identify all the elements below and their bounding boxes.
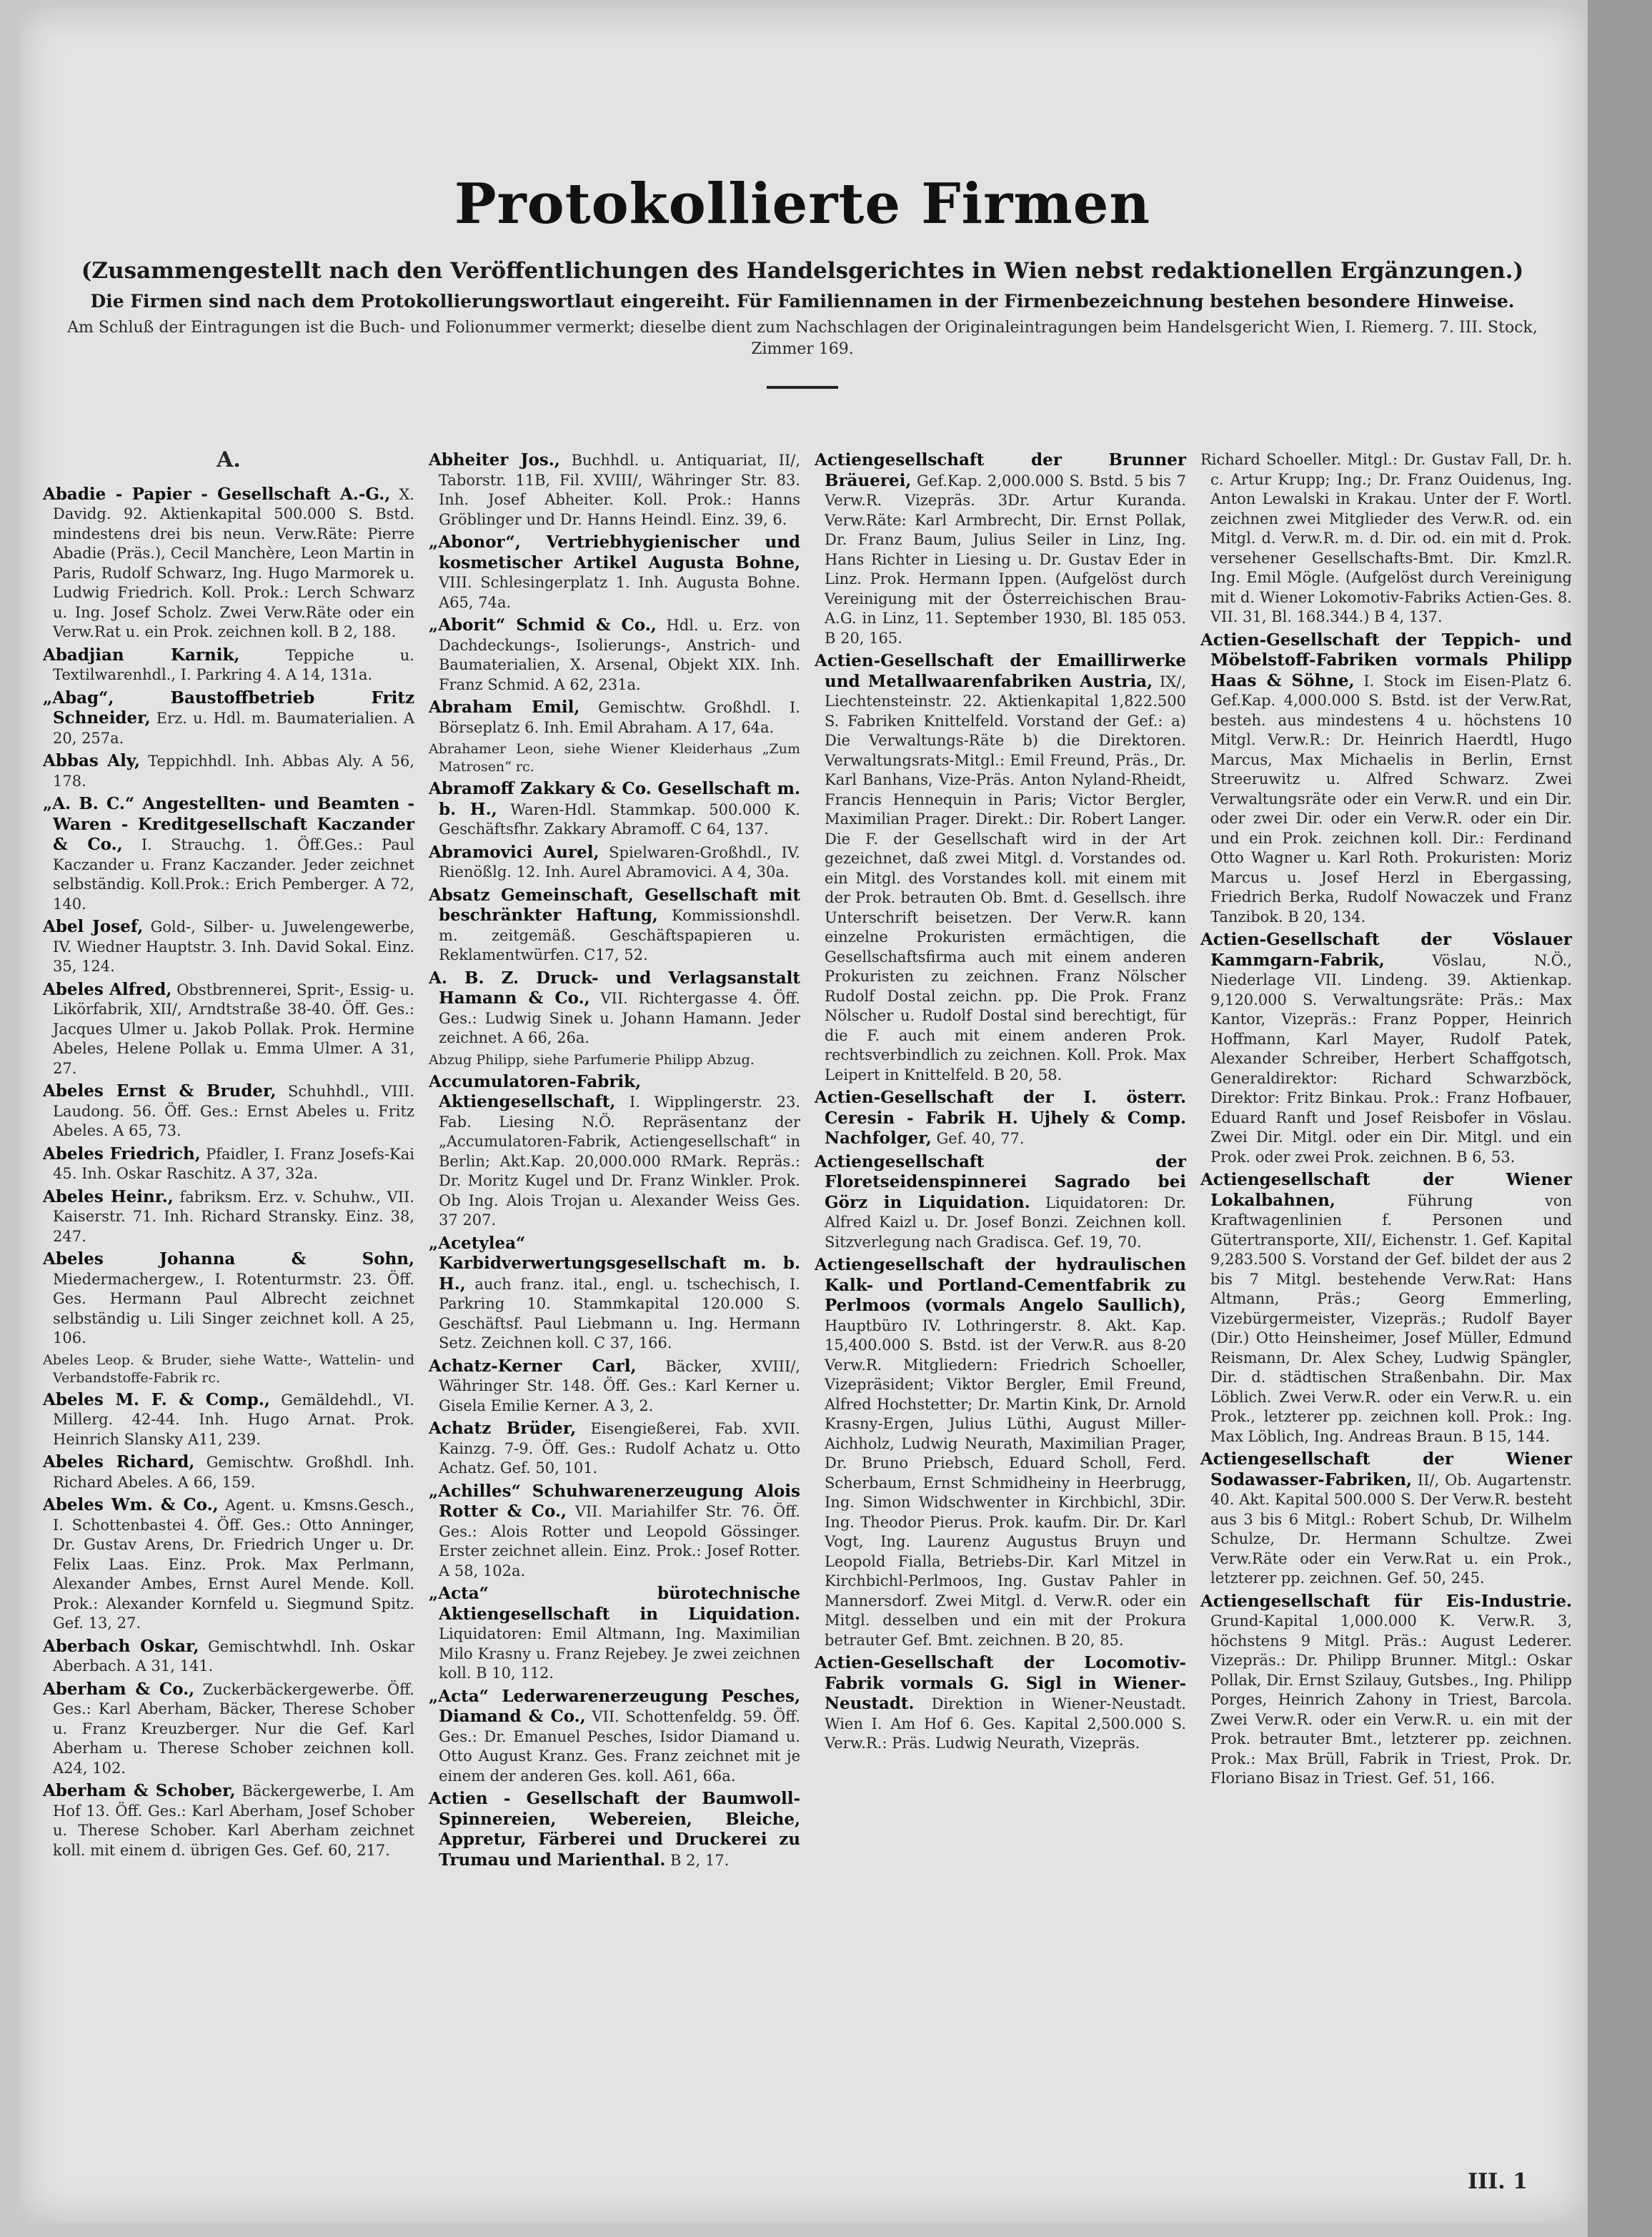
firm-name: „Acta“ bürotechnische Aktiengesellschaft in Liquidation.	[429, 1584, 800, 1624]
firm-name: Abeles Friedrich,	[43, 1144, 201, 1164]
document-page	[20, 7, 1585, 2223]
firm-details: Agent. u. Kmsns.Gesch., I. Schottenbastei 4. Öff. Ges.: Otto Anninger, Dr. Gustav Arens, Dr. Friedrich Unger u. Dr. Felix Laas. Einz. Prok. Max Perlmann, Alexander Ambes, Ernst Aurel Mende. Koll. Prok.: Alexander Kornfeld u. Siegmund Spitz. Gef. 13, 27.	[53, 1497, 414, 1632]
page-edge	[1588, 0, 1652, 2237]
firm-entry	[429, 698, 800, 738]
firm-details: Obstbrennerei, Sprit-, Essig- u. Likörfabrik, XII/, Arndtstraße 38-40. Öff. Ges.: Jacques Ulmer u. Jakob Pollak. Prok. Hermine Abeles, Helene Pollak u. Emma Ulmer. A 31, 27.	[53, 981, 414, 1077]
firm-entry	[1200, 450, 1572, 628]
firm-entry	[43, 917, 414, 977]
firm-name: Actien-Gesellschaft der Teppich- und Möbelstoff-Fabriken vormals Philipp Haas & Söhne,	[1200, 630, 1572, 690]
firm-name: Abramovici Aurel,	[429, 842, 599, 862]
firm-name: Abbas Aly,	[43, 751, 141, 770]
firm-entry	[429, 1051, 800, 1069]
firm-entry	[43, 1144, 414, 1184]
firm-entry	[1200, 630, 1572, 928]
firm-name: „Abonor“, Vertriebhygienischer und kosmetischer Artikel Augusta Bohne,	[429, 532, 800, 572]
firm-name: Abheiter Jos.,	[429, 450, 560, 470]
firm-details: Gemischtw. Großhdl. I. Börseplatz 6. Inh. Emil Abraham. A 17, 64a.	[439, 699, 800, 736]
firm-name: Abadjian Karnik,	[43, 645, 240, 665]
firm-name: Actiengesellschaft der Wiener Lokalbahnen,	[1200, 1170, 1572, 1210]
firm-entry	[815, 1088, 1186, 1149]
firm-entry	[43, 1390, 414, 1450]
firm-name: „Acetylea“ Karbidverwertungsgesellschaft m. b. H.,	[429, 1233, 800, 1294]
firm-entry	[815, 450, 1186, 648]
firm-details: Zuckerbäckergewerbe. Öff. Ges.: Karl Aberham, Bäcker, Therese Schober u. Franz Kreuzberger. Nur die Gef. Karl Aberham u. Therese Schober zeichnen koll. A24, 102.	[53, 1680, 414, 1777]
firm-details: Liquidatoren: Emil Altmann, Ing. Maximilian Milo Krasny u. Franz Rejebey. Je zwei zeichnen koll. B 10, 112.	[439, 1625, 800, 1682]
firm-name: Actien-Gesellschaft der Locomotiv-Fabrik vormals G. Sigl in Wiener-Neustadt.	[815, 1653, 1186, 1713]
firm-name: Actiengesellschaft der Wiener Sodawasser-Fabriken,	[1200, 1449, 1572, 1489]
firm-name: Abadie - Papier - Gesellschaft A.-G.,	[43, 484, 391, 504]
firm-entry	[429, 1419, 800, 1479]
firm-entry	[1200, 930, 1572, 1167]
firm-entry	[43, 1351, 414, 1387]
firm-details: Bäckergewerbe, I. Am Hof 13. Öff. Ges.: Karl Aberham, Josef Schober u. Therese Schober. Karl Aberham zeichnet koll. mit einem d. übrigen Ges. Gef. 60, 217.	[53, 1782, 414, 1859]
firm-details: I. Wipplingerstr. 23. Fab. Liesing N.Ö. Repräsentanz der „Accumulatoren-Fabrik, Actiengesellschaft“ in Berlin; Akt.Kap. 20,000.000 RMark. Repräs.: Dr. Moritz Kugel und Dr. Franz Winkler. Prok. Ob Ing. Alois Trojan u. Alexander Weiss Ges. 37 207.	[439, 1093, 800, 1229]
firm-name: Abeles Wm. & Co.,	[43, 1495, 219, 1514]
firm-name: Actiengesellschaft der Brunner Bräuerei,	[815, 450, 1186, 490]
firm-name: Aberbach Oskar,	[43, 1636, 199, 1656]
firm-entry	[43, 1081, 414, 1141]
firm-entry	[429, 1584, 800, 1684]
firm-details: Gemischtwhdl. Inh. Oskar Aberbach. A 31, 141.	[53, 1637, 414, 1675]
firm-details: Buchhdl. u. Antiquariat, II/, Taborstr. 11B, Fil. XVIII/, Währinger Str. 83. Inh. Josef Abheiter. Koll. Prok.: Hanns Gröblinger und Dr. Hanns Heindl. Einz. 39, 6.	[439, 452, 800, 528]
firm-name: Actiengesellschaft der hydraulischen Kalk- und Portland-Cementfabrik zu Perlmoos (vormals Angelo Saullich),	[815, 1255, 1186, 1315]
firm-name: Abeles Alfred,	[43, 979, 172, 999]
firm-details: Abzug Philipp, siehe Parfumerie Philipp Abzug.	[429, 1051, 755, 1068]
firm-entry	[43, 485, 414, 643]
firm-name: Abramoff Zakkary & Co. Gesellschaft m. b. H.,	[429, 779, 800, 819]
firm-details: VII. Schottenfeldg. 59. Öff. Ges.: Dr. Emanuel Pesches, Isidor Diamand u. Otto August Kranz. Ges. Franz zeichnet mit je einem der anderen Ges. koll. A61, 66a.	[439, 1708, 800, 1785]
firm-name: Aberham & Co.,	[43, 1679, 195, 1699]
firm-details: Bäcker, XVIII/, Währinger Str. 148. Öff. Ges.: Karl Kerner u. Gisela Emilie Kerner. A 3, 2.	[439, 1357, 800, 1414]
firm-details: II/, Ob. Augartenstr. 40. Akt. Kapital 500.000 S. Der Verw.R. besteht aus 3 bis 6 Mitgl.: Robert Schub, Dr. Wilhelm Schulze, Dr. Hermann Schultze. Zwei Verw.Räte oder ein Verw.Rat u. ein Prok., letzterer pp. zeichnen. Gef. 50, 245.	[1210, 1471, 1572, 1587]
firm-details: Gef.Kap. 2,000.000 S. Bstd. 5 bis 7 Verw.R. Vizepräs. 3Dr. Artur Kuranda. Verw.Räte: Karl Armbrecht, Dir. Ernst Pollak, Dr. Franz Baum, Julius Seiler in Linz, Ing. Hans Richter in Liesing u. Dr. Gustav Eder in Linz. Prok. Hermann Ippen. (Aufgelöst durch Vereinigung mit der Österreichischen Brau-A.G. in Linz, 11. September 1930, Bl. 185 053. B 20, 165.	[825, 472, 1186, 647]
firm-entry	[815, 651, 1186, 1085]
firm-details: X. Davidg. 92. Aktienkapital 500.000 S. Bstd. mindestens drei bis neun. Verw.Räte: Pierre Abadie (Präs.), Cecil Manchère, Leon Martin in Paris, Rudolf Schwarz, Ing. Hugo Marmorek u. Ludwig Friedrich. Koll. Prok.: Lerch Schwarz u. Ing. Josef Scholz. Zwei Verw.Räte oder ein Verw.Rat u. ein Prok. zeichnen koll. B 2, 188.	[53, 485, 414, 640]
firm-entry	[1200, 1592, 1572, 1789]
firm-details: Teppiche u. Textilwarenhdl., I. Parkring 4. A 14, 131a.	[53, 646, 414, 683]
firm-details: Gef. 40, 77.	[936, 1130, 1025, 1147]
firm-entry	[1200, 1170, 1572, 1447]
page-number: III. 1	[1468, 2169, 1528, 2194]
firm-details: Liquidatoren: Dr. Alfred Kaizl u. Dr. Josef Bonzi. Zeichnen koll. Sitzverlegung nach Gradisca. Gef. 19, 70.	[825, 1194, 1186, 1251]
firm-name: Abeles Richard,	[43, 1452, 195, 1472]
firm-entry	[429, 779, 800, 840]
firm-name: „Achilles“ Schuhwarenerzeugung Alois Rotter & Co.,	[429, 1481, 800, 1521]
firm-details: Spielwaren-Großhdl., IV. Rienößlg. 12. Inh. Aurel Abramovici. A 4, 30a.	[439, 843, 800, 881]
firm-details: Miedermachergew., I. Rotenturmstr. 23. Öff. Ges. Hermann Paul Albrecht zeichnet selbständig u. Lili Singer zeichnet koll. A 25, 106.	[53, 1270, 414, 1346]
firm-entry	[43, 794, 414, 914]
firm-name: Actien - Gesellschaft der Baumwoll-Spinnereien, Webereien, Bleiche, Appretur, Färberei und Druckerei zu Trumau und Marienthal.	[429, 1789, 800, 1870]
firm-entry	[429, 532, 800, 612]
firm-details: Hdl. u. Erz. von Dachdeckungs-, Isolierungs-, Anstrich- und Baumaterialien, X. Arsenal, Objekt XIX. Inh. Franz Schmid. A 62, 231a.	[439, 617, 800, 693]
firm-details: Führung von Kraftwagenlinien f. Personen und Gütertransporte, XII/, Eichenstr. 1. Gef. Kapital 9,283.500 S. Vorstand der Gef. bildet der aus 2 bis 7 Mitgl. bestehende Verw.Rat: Hans Altmann, Präs.; Georg Emmerling, Vizebürgermeister, Vizepräs.; Rudolf Bayer (Dir.) Otto Heinsheimer, Josef Müller, Edmund Reismann, Dr. Alex Schey, Ludwig Spängler, Dir. d. städtischen Straßenbahn. Dir. Max Löblich. Zwei Verw.R. oder ein Verw.R. u. ein Prok., letzterer pp. zeichnen koll. Prok.: Ing. Max Löblich, Ing. Andreas Braun. B 15, 144.	[1210, 1191, 1572, 1445]
firm-entry	[43, 751, 414, 791]
firm-details: Kommissionshdl. m. zeitgemäß. Geschäftspapieren u. Reklamentwürfen. C17, 52.	[439, 907, 800, 963]
firm-details: Grund-Kapital 1,000.000 K. Verw.R. 3, höchstens 9 Mitgl. Präs.: August Lederer. Vizepräs.: Dr. Philipp Brunner. Mitgl.: Oskar Pollak, Dir. Ernst Szilauy, Gutsbes., Ing. Philipp Porges, Heinrich Zahony in Triest, Barcola. Zwei Verw.R. oder ein Verw.R. u. ein mit der Prok. betrauter Bmt., letzterer pp. zeichnen. Prok.: Max Brüll, Fabrik in Triest, Prok. Dr. Floriano Bisaz in Triest. Gef. 51, 166.	[1210, 1612, 1572, 1787]
firm-entry	[429, 1356, 800, 1417]
firm-details: VII. Mariahilfer Str. 76. Öff. Ges.: Alois Rotter und Leopold Gössinger. Erster zeichnet allein. Einz. Prok.: Josef Rotter. A 58, 102a.	[439, 1503, 800, 1579]
firm-details: VII. Richtergasse 4. Öff. Ges.: Ludwig Sinek u. Johann Hamann. Jeder zeichnet. A 66, 26a.	[439, 990, 800, 1046]
firm-name: Actiengesellschaft für Eis-Industrie.	[1200, 1591, 1572, 1611]
firm-entry	[429, 1789, 800, 1870]
column-2	[429, 450, 800, 1873]
column-1	[43, 447, 414, 1863]
firm-name: Abel Josef,	[43, 917, 144, 936]
firm-name: Abeles Johanna & Sohn,	[43, 1249, 414, 1269]
firm-entry	[43, 645, 414, 685]
ordering-note: Die Firmen sind nach dem Protokollierungswortlaut eingereiht. Für Familiennamen in der Firmenbezeichnung bestehen besondere Hinweise.	[90, 291, 1515, 312]
firm-entry	[429, 1234, 800, 1354]
firm-name: Actien-Gesellschaft der Emaillirwerke und Metallwaarenfabriken Austria,	[815, 651, 1186, 691]
firm-name: Actien-Gesellschaft der I. österr. Ceresin - Fabrik H. Ujhely & Comp. Nachfolger,	[815, 1088, 1186, 1148]
firm-details: Pfaidler, I. Franz Josefs-Kai 45. Inh. Oskar Raschitz. A 37, 32a.	[53, 1145, 414, 1182]
firm-name: Achatz-Kerner Carl,	[429, 1356, 637, 1376]
firm-details: Direktion in Wiener-Neustadt. Wien I. Am Hof 6. Ges. Kapital 2,500.000 S. Verw.R.: Präs. Ludwig Neurath, Vizepräs.	[825, 1695, 1186, 1752]
firm-entry	[429, 968, 800, 1048]
firm-entry	[429, 615, 800, 695]
firm-name: Actiengesellschaft der Floretseidenspinnerei Sagrado bei Görz in Liquidation.	[815, 1151, 1186, 1212]
firm-details: Vöslau, N.Ö., Niederlage VII. Lindeng. 39. Aktienkap. 9,120.000 S. Verwaltungsräte: Präs.: Max Kantor, Vizepräs.: Franz Popper, Heinrich Hoffmann, Karl Mayer, Rudolf Patek, Alexander Schreiber, Herbert Schaffgotsch, Generaldirektor: Richard Schwarzböck, Direktor: Fritz Binkau. Prok.: Franz Hofbauer, Eduard Ranft und Josef Reisbofer in Vöslau. Zwei Dir. Mitgl. oder ein Dir. Mitgl. und ein Prok. oder zwei Prok. zeichnen. B 6, 53.	[1210, 951, 1572, 1166]
firm-name: Accumulatoren-Fabrik, Aktiengesellschaft,	[429, 1071, 642, 1111]
firm-details: auch franz. ital., engl. u. tschechisch, I. Parkring 10. Stammkapital 120.000 S. Geschäftsf. Paul Liebmann u. Ing. Hermann Setz. Zeichnen koll. C 37, 166.	[439, 1275, 800, 1351]
firm-entry	[815, 1152, 1186, 1253]
firm-details: Abrahamer Leon, siehe Wiener Kleiderhaus „Zum Matrosen“ rc.	[429, 741, 800, 775]
firm-entry	[43, 1637, 414, 1677]
header-rule	[767, 386, 838, 389]
firm-name: Absatz Gemeinschaft, Gesellschaft mit beschränkter Haftung,	[429, 885, 800, 925]
firm-entry	[43, 1249, 414, 1349]
firm-name: „A. B. C.“ Angestellten- und Beamten - Waren - Kreditgesellschaft Kaczander & Co.,	[43, 794, 414, 854]
firm-entry	[43, 1187, 414, 1247]
firm-details: Eisengießerei, Fab. XVII. Kainzg. 7-9. Öff. Ges.: Rudolf Achatz u. Otto Achatz. Gef. 50, 101.	[439, 1420, 800, 1477]
firm-details: Waren-Hdl. Stammkap. 500.000 K. Geschäftsfhr. Zakkary Abramoff. C 64, 137.	[439, 800, 800, 838]
firm-entry	[43, 1781, 414, 1860]
column-3	[815, 450, 1186, 1757]
firm-entry	[43, 980, 414, 1079]
firm-details: Gemäldehdl., VI. Millerg. 42-44. Inh. Hugo Arnat. Prok. Heinrich Slansky A11, 239.	[53, 1391, 414, 1448]
firm-name: Abraham Emil,	[429, 698, 580, 717]
firm-entry	[43, 1680, 414, 1779]
firm-details: Teppichhdl. Inh. Abbas Aly. A 56, 178.	[53, 753, 414, 790]
firm-name: Abeles Heinr.,	[43, 1186, 174, 1206]
firm-details: Abeles Leop. & Bruder, siehe Watte-, Wattelin- und Verbandstoffe-Fabrik rc.	[43, 1351, 414, 1386]
page-subtitle: (Zusammengestellt nach den Veröffentlichungen des Handelsgerichtes in Wien nebst redaktionellen Ergänzungen.)	[81, 258, 1524, 284]
column-4	[1200, 450, 1572, 1792]
firm-details: Richard Schoeller. Mitgl.: Dr. Gustav Fall, Dr. h. c. Artur Krupp; Ing.; Dr. Franz Ouidenus, Ing. Anton Lewalski in Krakau. Unter der F. Wortl. zeichnen zwei Mitglieder des Verw.R. od. ein Mitgl. d. Verw.R. m. d. Dir. od. ein mit d. Prok. versehener Gesellschafts-Bmt. Dir. Kmzl.R. Ing. Emil Mögle. (Aufgelöst durch Vereinigung mit d. Wiener Lokomotiv-Fabriks Actien-Ges. 8. VII. 31, Bl. 168.344.) B 4, 137.	[1200, 451, 1572, 625]
firm-details: Gold-, Silber- u. Juwelengewerbe, IV. Wiedner Hauptstr. 3. Inh. David Sokal. Einz. 35, 124.	[53, 918, 414, 975]
firm-details: I. Stock im Eisen-Platz 6. Gef.Kap. 4,000.000 S. Bstd. ist der Verw.Rat, besteh. aus mindestens 4 u. höchstens 10 Mitgl. Verw.R.: Dr. Heinrich Haerdtl, Hugo Marcus, Max Michaelis in Berlin, Ernst Streeruwitz u. Alfred Schwarz. Zwei Verwaltungsräte oder ein Verw.R. und ein Dir. oder zwei Dir. oder ein Verw.R. oder ein Dir. und ein Prok. zeichnen koll. Dir.: Ferdinand Otto Wagner u. Karl Roth. Prokuristen: Moriz Marcus u. Josef Herzl in Ebergassing, Friedrich Berka, Rudolf Nowaczek und Franz Tanzibok. B 20, 134.	[1210, 672, 1572, 926]
firm-entry	[429, 1072, 800, 1231]
page-header	[20, 172, 1585, 389]
firm-details: VIII. Schlesingerplatz 1. Inh. Augusta Bohne. A65, 74a.	[439, 574, 800, 611]
firm-details: Schuhhdl., VIII. Laudong. 56. Öff. Ges.: Ernst Abeles u. Fritz Abeles. A 65, 73.	[53, 1083, 414, 1139]
firm-details: I. Strauchg. 1. Öff.Ges.: Paul Kaczander u. Franz Kaczander. Jeder zeichnet selbständig. Koll.Prok.: Erich Pemberger. A 72, 140.	[53, 836, 414, 913]
reference-note: Am Schluß der Eintragungen ist die Buch- und Folionummer vermerkt; dieselbe dient zum Nachschlagen der Originaleintragungen beim Handelsgericht Wien, I. Riemerg. 7. III. Stock, Zimmer 169.	[67, 319, 1538, 358]
firm-entry	[429, 843, 800, 883]
firm-details: Erz. u. Hdl. m. Baumaterialien. A 20, 257a.	[53, 710, 414, 747]
firm-name: Abeles M. F. & Comp.,	[43, 1389, 270, 1409]
firm-name: „Acta“ Lederwarenerzeugung Pesches, Diamand & Co.,	[429, 1686, 800, 1726]
firm-details: fabriksm. Erz. v. Schuhw., VII. Kaiserstr. 71. Inh. Richard Stransky. Einz. 38, 247.	[53, 1188, 414, 1245]
firm-entry	[1200, 1449, 1572, 1589]
firm-name: „Aborit“ Schmid & Co.,	[429, 615, 657, 635]
section-letter: A.	[217, 447, 241, 472]
firm-name: Aberham & Schober,	[43, 1781, 236, 1800]
firm-name: Achatz Brüder,	[429, 1419, 577, 1438]
firm-entry	[429, 1687, 800, 1787]
firm-details: B 2, 17.	[670, 1851, 730, 1869]
firm-name: „Abag“, Baustoffbetrieb Fritz Schneider,	[43, 688, 414, 728]
firm-name: Abeles Ernst & Bruder,	[43, 1081, 277, 1101]
firm-entry	[815, 1653, 1186, 1754]
firm-details: IX/, Liechtensteinstr. 22. Aktienkapital 1,822.500 S. Fabriken Knittelfeld. Vorstand der Gef.: a) Die Verwaltungs-Räte b) die Direktoren. Verwaltungsrats-Mitgl.: Emil Freund, Präs., Dr. Karl Banhans, Vize-Präs. Anton Nyland-Rheidt, Francis Hennequin in Paris; Victor Bergler, Maximilian Prager. Direkt.: Dir. Robert Langer. Die F. der Gesellschaft wird in der Art gezeichnet, daß zwei Mitgl. d. Vorstandes od. ein Mitgl. des Vorstandes koll. mit einem mit der Prok. betrauten Ob. Bmt. d. Gesellsch. ihre Unterschrift beisetzen. Der Verw.R. kann einzelne Prokuristen ermächtigen, die Gesellschaftsfirma auch mit einem anderen Prokuristen zu zeichnen. Franz Nölscher Rudolf Dostal zeichn. pp. Die Prok. Franz Nölscher u. Rudolf Dostal sind berechtigt, für die F. auch mit einem anderen Prok. rechtsverbindlich zu zeichnen. Koll. Prok. Max Leipert in Knittelfeld. B 20, 58.	[825, 673, 1186, 1083]
firm-entry	[815, 1255, 1186, 1650]
firm-entry	[43, 1495, 414, 1634]
firm-name: Actien-Gesellschaft der Vöslauer Kammgarn-Fabrik,	[1200, 930, 1572, 970]
firm-entry	[43, 1452, 414, 1492]
firm-entry	[43, 688, 414, 749]
firm-entry	[429, 1482, 800, 1582]
firm-name: A. B. Z. Druck- und Verlagsanstalt Hamann & Co.,	[429, 968, 800, 1008]
page-title: Protokollierte Firmen	[454, 172, 1151, 237]
firm-details: Hauptbüro IV. Lothringerstr. 8. Akt. Kap. 15,400.000 S. Bstd. ist der Verw.R. aus 8-20 Verw.R. Mitgliedern: Friedrich Schoeller, Vizepräsident; Viktor Bergler, Emil Freund, Alfred Hochstetter; Dr. Martin Kink, Dr. Arnold Krasny-Ergen, Julius Lüthi, August Miller-Aichholz, Ludwig Neurath, Maximilian Prager, Dr. Bruno Priebsch, Eduard Scholl, Ferd. Scherbaum, Ernst Schmidheiny in Heerbrugg, Ing. Simon Widschwenter in Kirchbichl, 3Dir. Ing. Theodor Pierus. Prok. kaufm. Dir. Dr. Karl Vogt, Ing. Laurenz Augustus Bruyn und Leopold Fialla, Betriebs-Dir. Karl Mitzel in Kirchbichl-Perlmoos, Ing. Gustav Pahler in Mannersdorf. Zwei Mitgl. d. Verw.R. oder ein Mitgl. desselben und ein mit der Prokura betrauter Gef. Bmt. zeichnen. B 20, 85.	[825, 1316, 1186, 1649]
firm-entry	[429, 740, 800, 776]
firm-details: Gemischtw. Großhdl. Inh. Richard Abeles. A 66, 159.	[53, 1454, 414, 1491]
firm-entry	[429, 886, 800, 966]
firm-entry	[429, 450, 800, 530]
